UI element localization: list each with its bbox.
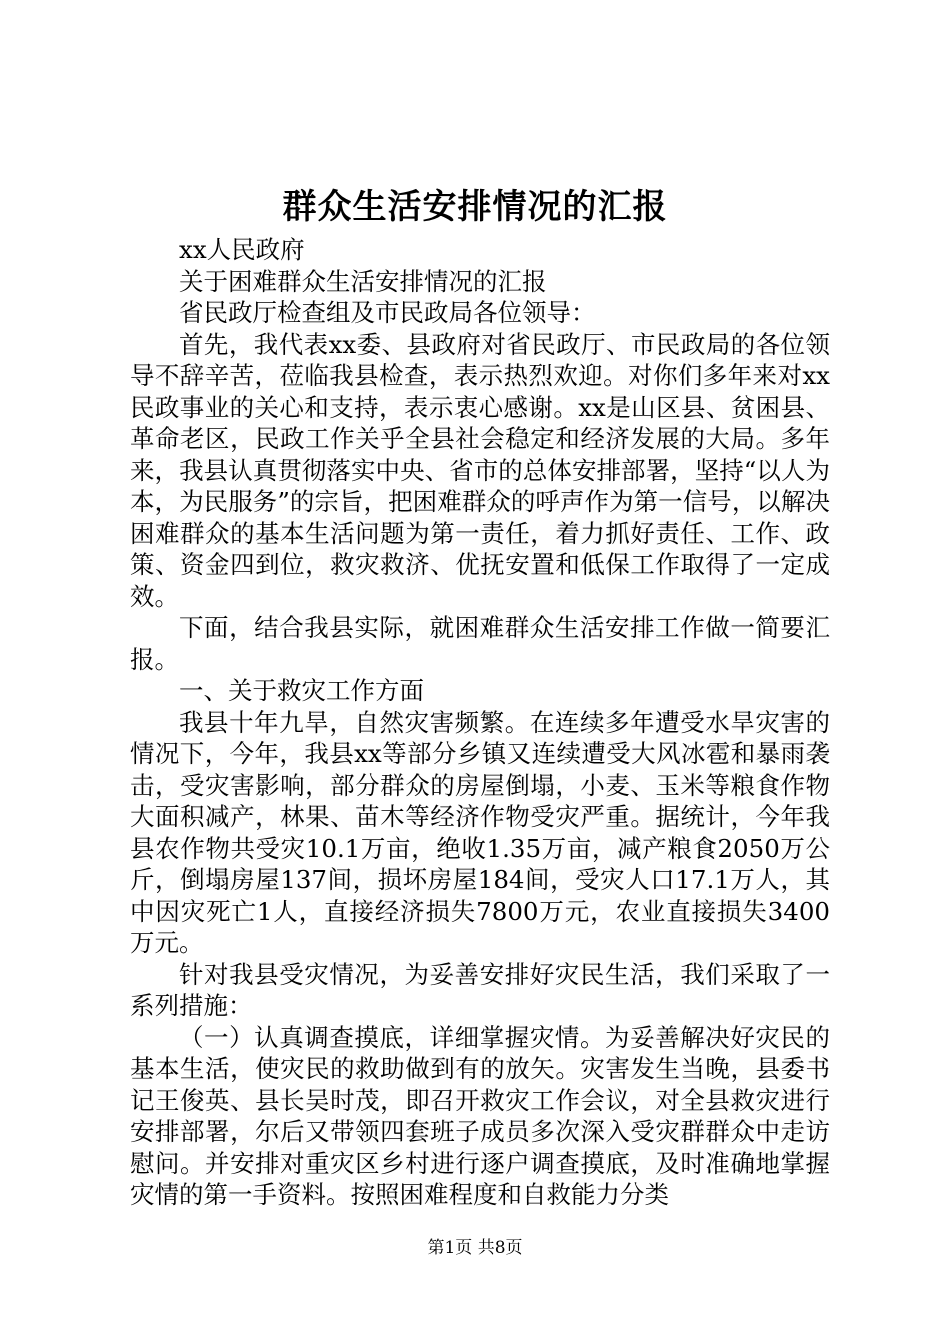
body-paragraph: 我县十年九旱，自然灾害频繁。在连续多年遭受水旱灾害的情况下，今年，我县xx等部分乡镇又连续遭受大风冰雹和暴雨袭击，受灾害影响，部分群众的房屋倒塌，小麦、玉米等粮食作物大面积减产，林果、苗木等经济作物受灾严重。据统计，今年我县农作物共受灾10.1万亩，绝收1.35万亩，减产粮食2050万公斤，倒塌房屋137间，损坏房屋184间，受灾人口17.1万人，其中因灾死亡1人，直接经济损失7800万元，农业直接损失3400万元。 [130, 707, 830, 957]
document-title: 群众生活安排情况的汇报 [282, 187, 668, 227]
section-heading: 一、关于救灾工作方面 [179, 676, 424, 705]
body-paragraph: 针对我县受灾情况，为妥善安排好灾民生活，我们采取了一系列措施： [130, 959, 830, 1020]
body-paragraph: xx人民政府 [179, 235, 305, 264]
body-paragraph: 关于困难群众生活安排情况的汇报 [179, 266, 547, 296]
body-paragraph: 下面，结合我县实际，就困难群众生活安排工作做一简要汇报。 [130, 613, 830, 674]
body-paragraph: 省民政厅检查组及市民政局各位领导： [179, 298, 596, 327]
document-body [130, 234, 830, 1211]
body-paragraph: （一）认真调查摸底，详细掌握灾情。为妥善解决好灾民的基本生活，使灾民的救助做到有的放矢。灾害发生当晚，县委书记王俊英、县长吴时茂，即召开救灾工作会议，对全县救灾进行安排部署，尔后又带领四套班子成员多次深入受灾群群众中走访慰问。并安排对重灾区乡村进行逐户调查摸底，及时准确地掌握灾情的第一手资料。按照困难程度和自救能力分类 [130, 1022, 830, 1209]
page-footer: 第1页 共8页 [427, 1238, 523, 1258]
body-paragraph: 首先，我代表xx委、县政府对省民政厅、市民政局的各位领导不辞辛苦，莅临我县检查，表示热烈欢迎。对你们多年来对xx民政事业的关心和支持，表示衷心感谢。xx是山区县、贫困县、革命老区，民政工作关乎全县社会稳定和经济发展的大局。多年来，我县认真贯彻落实中央、省市的总体安排部署，坚持“以人为本，为民服务”的宗旨，把困难群众的呼声作为第一信号，以解决困难群众的基本生活问题为第一责任，着力抓好责任、工作、政策、资金四到位，救灾救济、优抚安置和低保工作取得了一定成效。 [130, 329, 830, 611]
